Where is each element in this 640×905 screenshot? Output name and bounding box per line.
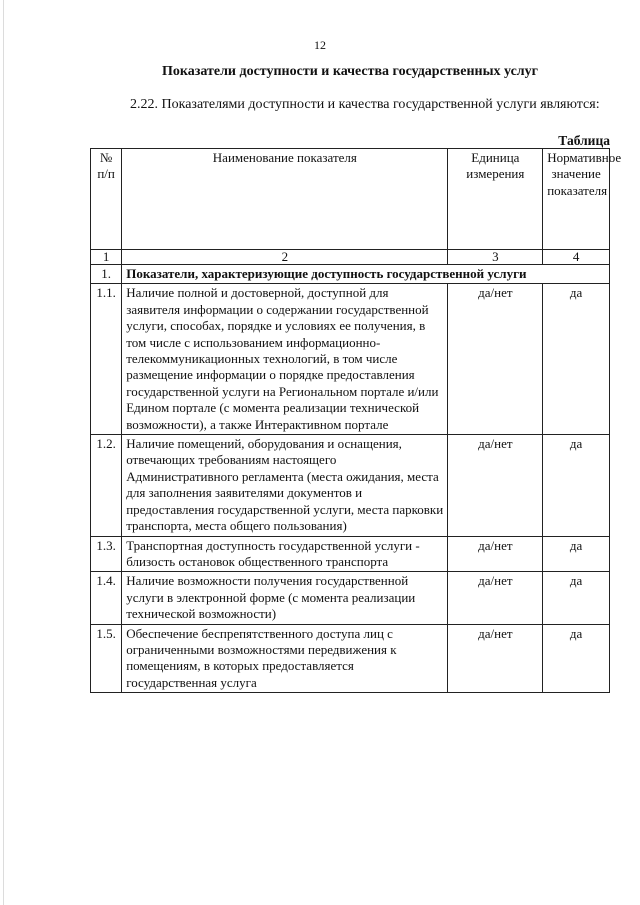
row-name: Наличие полной и достоверной, доступной для заявителя информации о содержании государственной услуги, способах, порядке и условиях ее получения, в том числе с использованием информационно-телекоммуникационных технологий, в том числе размещение информации о порядке предоставления государственной услуги на Региональном портале и/или Едином портале (с момента реализации технической возможности), а также Интерактивном портале — [122, 284, 448, 435]
row-norm: да — [543, 536, 610, 572]
row-norm: да — [543, 435, 610, 536]
column-index-row — [91, 250, 610, 265]
section-num: 1. — [91, 265, 122, 284]
indicators-table — [90, 148, 622, 693]
table-row — [91, 435, 610, 536]
col-index: 2 — [122, 250, 448, 265]
row-name: Обеспечение беспрепятственного доступа лиц с ограниченными возможностями передвижения к помещениям, в которых предоставляется государственная услуга — [122, 624, 448, 693]
row-unit: да/нет — [448, 284, 543, 435]
row-num: 1.3. — [91, 536, 122, 572]
section-heading: Показатели доступности и качества государственных услуг — [161, 64, 539, 79]
table-row — [91, 624, 610, 693]
row-unit: да/нет — [448, 536, 543, 572]
row-num: 1.4. — [91, 572, 122, 624]
header-norm: Нормативное значение показателя — [543, 149, 610, 250]
row-norm: да — [543, 284, 610, 435]
intro-paragraph: 2.22. Показателями доступности и качества государственной услуги являются: — [130, 97, 600, 112]
row-unit: да/нет — [448, 435, 543, 536]
col-index: 1 — [91, 250, 122, 265]
header-name: Наименование показателя — [122, 149, 448, 250]
col-index: 3 — [448, 250, 543, 265]
col-index: 4 — [543, 250, 610, 265]
row-name: Наличие помещений, оборудования и оснащения, отвечающих требованиям настоящего Административного регламента (места ожидания, места для заполнения заявителями документов и предоставления государственной услуги, места парковки транспорта, места общего пользования) — [122, 435, 448, 536]
row-norm: да — [543, 624, 610, 693]
table-row — [91, 284, 610, 435]
section-title: Показатели, характеризующие доступность государственной услуги — [122, 265, 610, 284]
table-row — [91, 572, 610, 624]
table-row — [91, 536, 610, 572]
row-unit: да/нет — [448, 572, 543, 624]
table-label: Таблица — [558, 133, 610, 148]
page-number: 12 — [314, 38, 326, 52]
header-num: № п/п — [91, 149, 122, 250]
row-num: 1.2. — [91, 435, 122, 536]
header-unit: Единица измерения — [448, 149, 543, 250]
table-header-row — [91, 149, 610, 250]
row-num: 1.1. — [91, 284, 122, 435]
row-name: Наличие возможности получения государственной услуги в электронной форме (с момента реализации технической возможности) — [122, 572, 448, 624]
row-num: 1.5. — [91, 624, 122, 693]
scan-edge — [3, 0, 4, 905]
row-name: Транспортная доступность государственной услуги - близость остановок общественного транспорта — [122, 536, 448, 572]
row-norm: да — [543, 572, 610, 624]
section-row — [91, 265, 610, 284]
row-unit: да/нет — [448, 624, 543, 693]
